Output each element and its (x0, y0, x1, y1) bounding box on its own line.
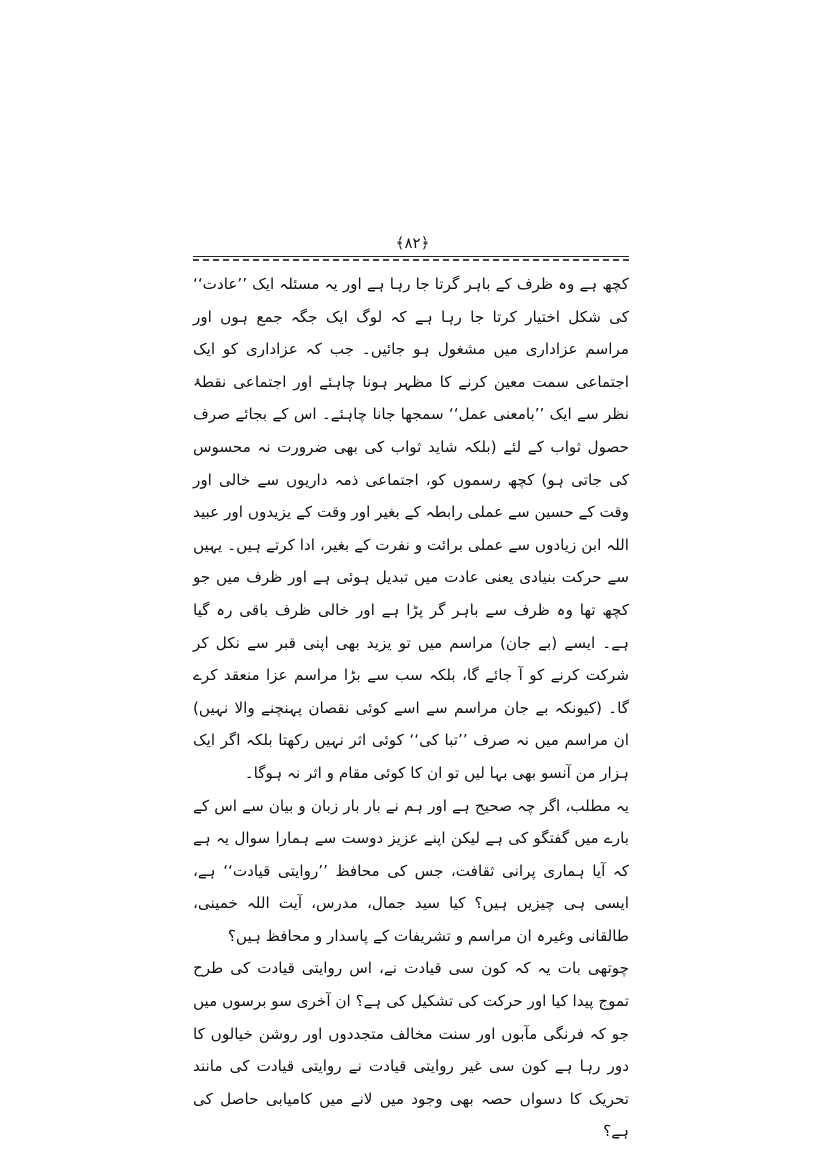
paragraph-1: کچھ ہے وہ ظرف کے باہر گرتا جا رہا ہے اور یہ مسئلہ ایک ’’عادت‘‘ کی شکل اختیار کرتا جا رہا ہے کہ لوگ ایک جگہ جمع ہوں اور مراسم عزاداری میں مشغول ہو جائیں۔ جب کہ عزاداری کو ایک اجتماعی سمت معین کرنے کا مظہر ہونا چاہئے اور اجتماعی نقطۂ نظر سے ایک ’’بامعنی عمل‘‘ سمجھا جانا چاہئے۔ اس کے بجائے صرف حصول ثواب کے لئے (بلکہ شاید ثواب کی بھی ضرورت نہ محسوس کی جاتی ہو) کچھ رسموں کو، اجتماعی ذمہ داریوں سے خالی اور وقت کے حسین سے عملی رابطہ کے بغیر اور وقت کے یزیدوں اور عبید اللہ ابن زیادوں سے عملی برائت و نفرت کے بغیر، ادا کرتے ہیں۔ یہیں سے حرکت بنیادی یعنی عادت میں تبدیل ہوئی ہے اور ظرف میں جو کچھ تھا وہ ظرف سے باہر گر پڑا ہے اور خالی ظرف باقی رہ گیا ہے۔ ایسے (بے جان) مراسم میں تو یزید بھی اپنی قبر سے نکل کر شرکت کرنے کو آ جائے گا، بلکہ سب سے بڑا مراسم عزا منعقد کرے گا۔ (کیونکہ بے جان مراسم سے اسے کوئی نقصان پہنچنے والا نہیں) ان مراسم میں نہ صرف ’’تبا کی‘‘ کوئی اثر نہیں رکھتا بلکہ اگر ایک ہزار من آنسو بھی بہا لیں تو ان کا کوئی مقام و اثر نہ ہوگا۔ (193, 275, 629, 782)
paragraph-3: چوتھی بات یہ کہ کون سی قیادت نے، اس روایتی قیادت کی طرح تموج پیدا کیا اور حرکت کی تشکیل کی ہے؟ ان آخری سو برسوں میں جو کہ فرنگی مآبوں اور سنت مخالف متجددوں اور روشن خیالوں کا دور رہا ہے کون سی غیر روایتی قیادت نے روایتی قیادت کی مانند تحریک کا دسواں حصہ بھی وجود میں لانے میں کامیابی حاصل کی ہے؟ (193, 959, 629, 1141)
body-text (193, 268, 629, 1148)
header-rule (193, 256, 629, 257)
header-rule-dashed (193, 259, 629, 261)
page-number: ﴿۸۲﴾ (395, 234, 430, 252)
paragraph-2: یہ مطلب، اگر چہ صحیح ہے اور ہم نے بار بار زبان و بیان سے اس کے بارے میں گفتگو کی ہے لیکن اپنے عزیز دوست سے ہمارا سوال یہ ہے کہ آیا ہماری پرانی ثقافت، جس کی محافظ ’’روایتی قیادت‘‘ ہے، ایسی ہی چیزیں ہیں؟ کیا سید جمال، مدرس، آیت اللہ خمینی، طالقانی وغیرہ ان مراسم و تشریفات کے پاسدار و محافظ ہیں؟ (193, 796, 629, 945)
